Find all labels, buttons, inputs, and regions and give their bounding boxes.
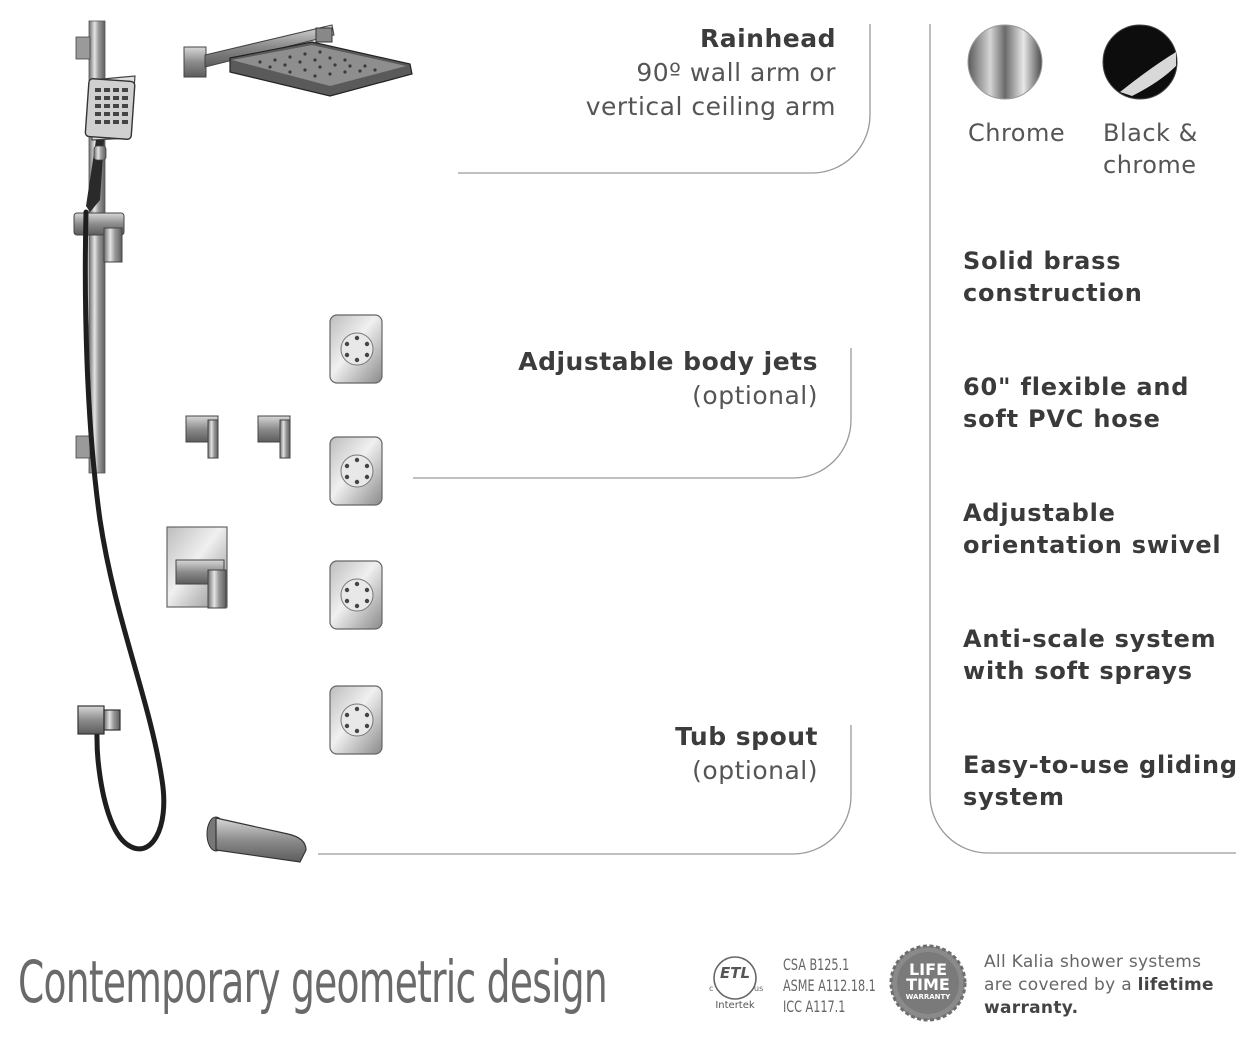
warranty-text-bold: lifetime warranty. xyxy=(984,975,1214,1018)
rainhead-title: Rainhead xyxy=(699,24,836,53)
tub-spout-callout xyxy=(398,720,818,788)
standard-item: ASME A112.18.1 xyxy=(783,976,876,995)
body-jets xyxy=(330,315,382,754)
feature-item: 60" flexible and soft PVC hose xyxy=(963,373,1190,433)
standard-item: CSA B125.1 xyxy=(783,955,850,974)
tagline: Contemporary geometric design xyxy=(18,948,608,1016)
warranty-seal-text: LIFE TIME WARRANTY xyxy=(905,960,951,1001)
body-jets-callout xyxy=(398,345,818,413)
rainhead-line1: 90º wall arm or xyxy=(636,58,836,87)
wall-supply-elbow xyxy=(78,706,120,734)
warranty-text-prefix: All Kalia shower systems are covered by a xyxy=(984,952,1202,995)
body-jets-subtitle: (optional) xyxy=(692,381,818,410)
warranty-text xyxy=(984,951,1216,1020)
chrome-swatch[interactable] xyxy=(968,25,1042,99)
standard-item: ICC A117.1 xyxy=(783,997,846,1016)
rainhead-line2: vertical ceiling arm xyxy=(585,92,836,121)
finish-label-black-chrome: Black & chrome xyxy=(1103,119,1198,179)
rainhead-illustration xyxy=(184,25,412,96)
diverter-handles xyxy=(186,416,290,458)
etl-logo-right: us xyxy=(754,984,764,993)
etl-logo-caption: Intertek xyxy=(715,1000,755,1011)
etl-logo-text: ETL xyxy=(719,964,751,982)
feature-item: Easy-to-use gliding system xyxy=(963,751,1238,811)
tub-spout-subtitle: (optional) xyxy=(692,756,818,785)
finish-label-chrome: Chrome xyxy=(968,119,1066,147)
feature-item: Solid brass construction xyxy=(963,247,1143,307)
finish-swatches xyxy=(968,25,1177,99)
valve-trim xyxy=(167,527,227,608)
etl-logo-left: c xyxy=(709,984,714,993)
black-chrome-swatch[interactable] xyxy=(1103,25,1177,99)
feature-item: Anti-scale system with soft sprays xyxy=(963,625,1217,685)
certification-standards xyxy=(783,954,876,1017)
body-jets-title: Adjustable body jets xyxy=(518,347,818,376)
feature-item: Adjustable orientation swivel xyxy=(963,499,1222,559)
tub-spout-illustration xyxy=(207,817,306,862)
tub-spout-title: Tub spout xyxy=(675,722,818,751)
rainhead-callout xyxy=(416,22,836,124)
